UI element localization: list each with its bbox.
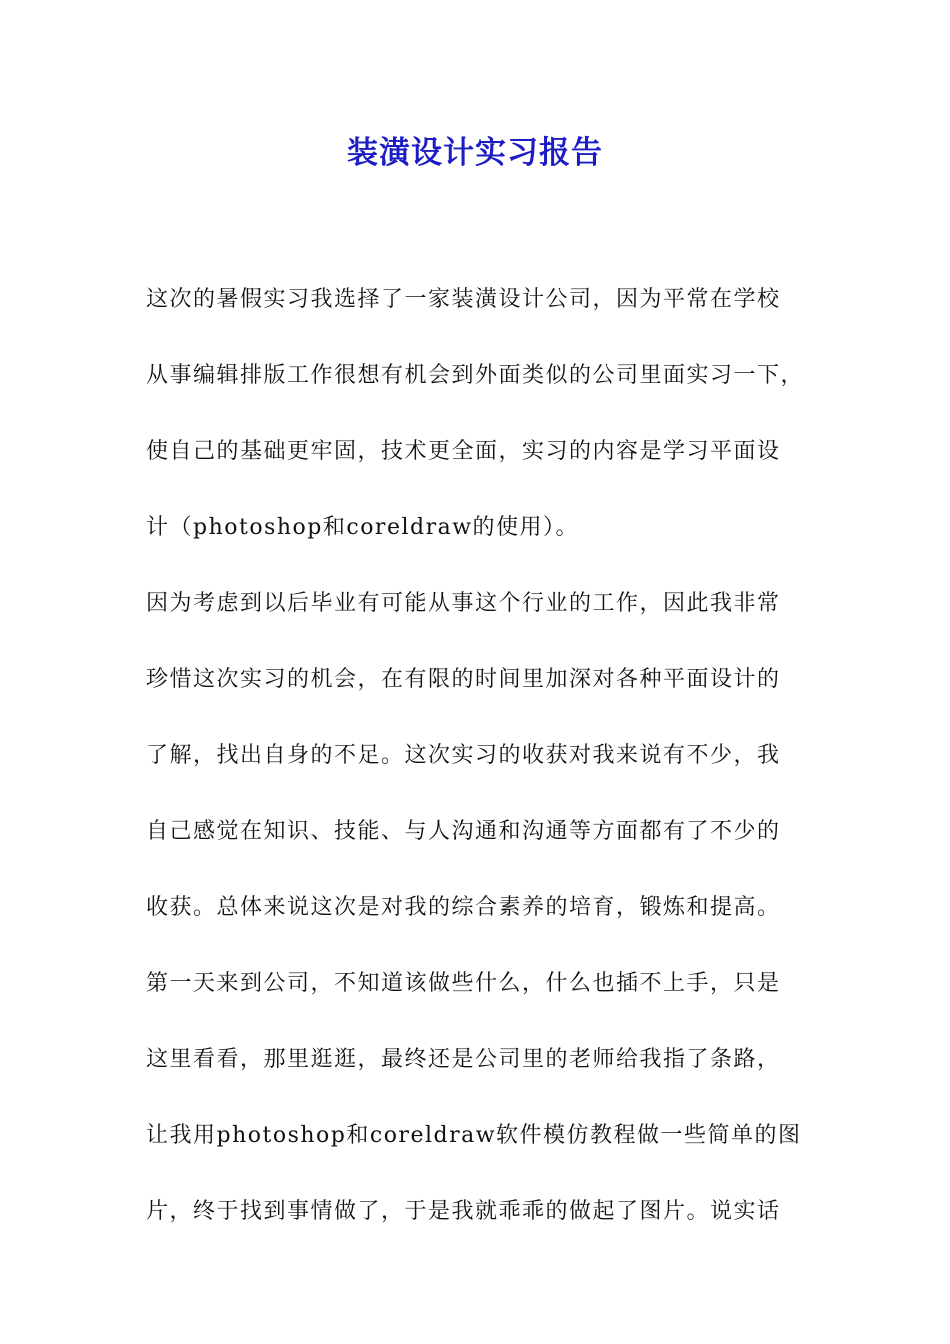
body-line: 让我用photoshop和coreldraw软件模仿教程做一些简单的图 bbox=[146, 1123, 802, 1148]
body-line: 自己感觉在知识、技能、与人沟通和沟通等方面都有了不少的 bbox=[146, 819, 781, 844]
body-line: 这里看看，那里逛逛，最终还是公司里的老师给我指了条路， bbox=[146, 1047, 781, 1072]
body-line: 片，终于找到事情做了，于是我就乖乖的做起了图片。说实话 bbox=[146, 1199, 781, 1224]
body-line: 珍惜这次实习的机会，在有限的时间里加深对各种平面设计的 bbox=[146, 667, 781, 692]
body-line: 因为考虑到以后毕业有可能从事这个行业的工作，因此我非常 bbox=[146, 591, 781, 616]
body-line: 收获。总体来说这次是对我的综合素养的培育，锻炼和提高。 bbox=[146, 895, 781, 920]
document-title: 装潢设计实习报告 bbox=[347, 135, 603, 171]
body-line: 这次的暑假实习我选择了一家装潢设计公司，因为平常在学校 bbox=[146, 287, 781, 312]
body-line: 从事编辑排版工作很想有机会到外面类似的公司里面实习一下， bbox=[146, 363, 805, 388]
body-line: 使自己的基础更牢固，技术更全面，实习的内容是学习平面设 bbox=[146, 439, 781, 464]
document-body bbox=[146, 262, 818, 1250]
body-line: 第一天来到公司，不知道该做些什么，什么也插不上手，只是 bbox=[146, 971, 781, 996]
body-line: 计（photoshop和coreldraw的使用）。 bbox=[146, 515, 580, 540]
body-line: 了解，找出自身的不足。这次实习的收获对我来说有不少，我 bbox=[146, 743, 781, 768]
